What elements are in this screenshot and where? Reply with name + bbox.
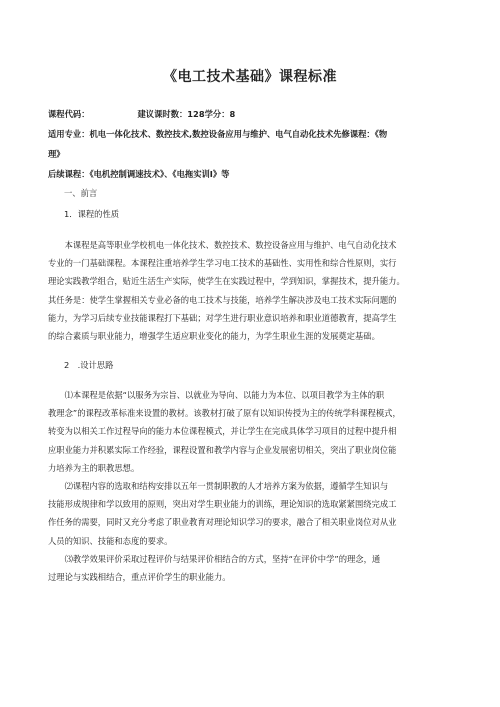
following-courses: 后续课程：《电机控制调速技术》、《电拖实训I》等 — [48, 169, 230, 179]
course-code-row — [48, 108, 458, 120]
design-paragraph-2: ⑵课程内容的选取和结构安排以五年一贯制职教的人才培养方案为依据，遵循学生知识与 技能形成规律和学以致用的原则，突出对学生职业能力的训练，理论知识的选取紧紧围绕完成工 作任务的需要，同时又充分考虑了职业教育对理论知识学习的要求，融合了相关职业岗位对从业 人员的知识、技能和态度的要求。 — [48, 481, 397, 546]
hours-credits: 建议课时数：128学分：8 — [137, 109, 236, 119]
design-paragraph-3: ⑶教学效果评价采取过程评价与结果评价相结合的方式，坚持“在评价中学”的理念，通 过理论与实践相结合，重点评价学生的职业能力。 — [48, 554, 381, 583]
course-code-label: 课程代码： — [48, 109, 90, 119]
subsection-heading-design: 2 .设计思路 — [64, 360, 114, 370]
applicable-majors: 适用专业：机电一体化技术、数控技术,数控设备应用与维护、电气自动化技术先修课程：《物 — [48, 129, 388, 139]
section-heading-preface: 一、前言 — [64, 188, 98, 198]
applicable-majors-cont: 理》 — [48, 149, 65, 159]
subsection-heading-nature: 1．课程的性质 — [64, 209, 120, 219]
design-paragraph-1: ⑴本课程是依据“以服务为宗旨、以就业为导向、以能力为本位、以项目教学为主体的职 教理念”的课程改革标准来设置的教材。该教材打破了原有以知识传授为主的传统学科课程模式， 转变为以相关工作过程导向的能力本位课程模式，并让学生在完成具体学习项目的过程中提升相 应职业能力并积累实际工作经验，课程设置和教学内容与企业发展密切相关，突出了职业岗位能 力培养为主的职教思想。 — [48, 390, 401, 473]
document-title: 《电工技术基础》课程标准 — [163, 69, 337, 85]
course-nature-paragraph: 本课程是高等职业学校机电一体化技术、数控技术、数控设备应用与维护、电气自动化技术 专业的一门基础课程。本课程注重培养学生学习电工技术的基础性、实用性和综合性原则，实行 理论实践教学组合，贴近生活生产实际，使学生在实践过程中，学到知识，掌握技术，提升能力。 其任务是：使学生掌握相关专业必备的电工技术与技能，培养学生解决涉及电工技术实际问题的 能力，为学习后续专业技能课程打下基础；对学生进行职业意识培养和职业道德教育，提高学生 的综合素质与职业能力，增强学生适应职业变化的能力，为学生职业生涯的发展奠定基础。 — [48, 240, 405, 342]
